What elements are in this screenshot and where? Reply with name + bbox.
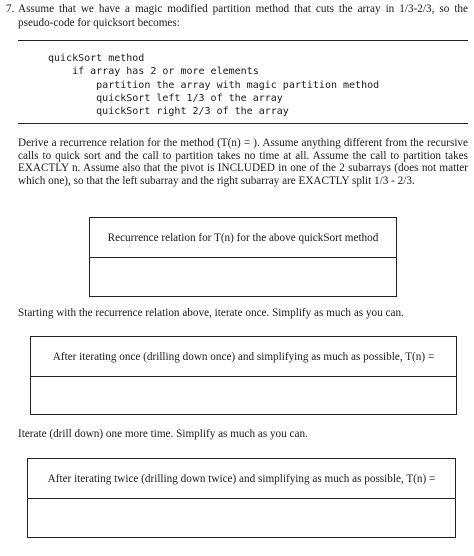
recurrence-answer-field[interactable] (90, 258, 396, 296)
code-line: if array has 2 or more elements (48, 66, 259, 78)
code-top-rule (18, 40, 468, 41)
iterate-twice-box-label: After iterating twice (drilling down twice) and simplifying as much as possible, T(n) = (28, 459, 455, 499)
code-line: quickSort left 1/3 of the array (48, 92, 283, 104)
iterate-once-prompt: Starting with the recurrence relation above, iterate once. Simplify as much as you can. (18, 307, 404, 319)
code-line: quickSort method (48, 53, 145, 64)
question-intro: Assume that we have a magic modified partition method that cuts the array in 1/3-2/3, so the pseudo-code for quicksort becomes: (18, 3, 468, 29)
code-line: partition the array with magic partition method (48, 79, 380, 91)
code-bottom-rule (18, 123, 468, 124)
derive-instructions: Derive a recurrence relation for the method (T(n) = ). Assume anything different from the recursive calls to quick sort and the call to partition takes no time at all. Assume the call to partition takes EXACTLY n. Assume also that the pivot is INCLUDED in one of the 2 subarrays (does not matter which one), so that the left subarray and the right subarray are EXACTLY split 1/3 - 2/3. (18, 137, 468, 187)
recurrence-box-label: Recurrence relation for T(n) for the above quickSort method (90, 218, 396, 258)
question-number: 7. (6, 3, 15, 15)
iterate-twice-prompt: Iterate (drill down) one more time. Simplify as much as you can. (18, 428, 308, 440)
iterate-once-box-label: After iterating once (drilling down once) and simplifying as much as possible, T(n) = (31, 337, 456, 377)
iterate-once-answer-field[interactable] (31, 377, 456, 414)
iterate-once-box (30, 336, 457, 415)
iterate-twice-answer-field[interactable] (28, 499, 455, 537)
code-line: quickSort right 2/3 of the array (48, 106, 289, 118)
iterate-twice-box (27, 458, 456, 538)
recurrence-answer-box (89, 217, 397, 297)
